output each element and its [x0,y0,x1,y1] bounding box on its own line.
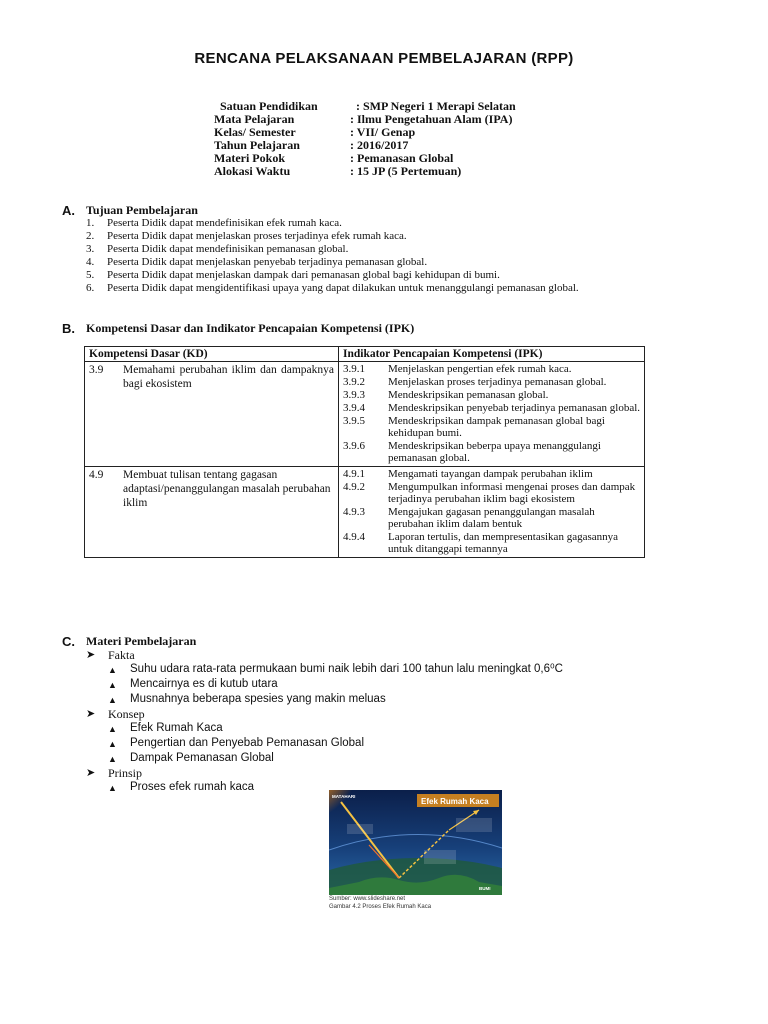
ipk-item: 3.9.5 Mendeskripsikan dampak pemanasan global bagi kehidupan bumi. [343,415,605,439]
table-row [85,467,645,558]
earth-label: BUMI [479,886,491,891]
page-title: RENCANA PELAKSANAAN PEMBELAJARAN (RPP) [194,50,574,67]
list-item: ▲ Efek Rumah Kaca [108,722,223,734]
column-header-kd: Kompetensi Dasar (KD) [85,347,339,362]
bullet-icon: ▲ [108,695,117,705]
ipk-item: 3.9.3 Mendeskripsikan pemanasan global. [343,389,549,401]
arrow-bullet-icon: ➤ [86,767,96,779]
identity-block [214,100,516,178]
sun-label: MATAHARI [332,794,356,799]
ipk-item: 4.9.1 Mengamati tayangan dampak perubahan iklim [343,468,593,480]
table-row [85,362,645,467]
ipk-item: 3.9.1 Menjelaskan pengertian efek rumah kaca. [343,363,572,375]
ipk-item: 4.9.2 Mengumpulkan informasi mengenai proses dan dampak terjadinya perubahan iklim bagi ekosistem [343,481,636,505]
list-item: ▲ Suhu udara rata-rata permukaan bumi naik lebih dari 100 tahun lalu meningkat 0,6⁰C [108,663,563,675]
tujuan-list [86,217,686,295]
column-header-ipk: Indikator Pencapaian Kompetensi (IPK) [339,347,645,362]
bullet-icon: ▲ [108,754,117,764]
kd-ipk-table [84,346,645,558]
identity-row: Tahun Pelajaran : 2016/2017 [214,138,409,152]
list-item: ▲ Musnahnya beberapa spesies yang makin meluas [108,693,386,705]
ipk-item: 4.9.3 Mengajukan gagasan penanggulangan masalah perubahan iklim dalam bentuk [343,506,595,530]
ipk-cell [339,467,645,558]
section-a-heading: A. Tujuan Pembelajaran [62,203,198,218]
ipk-cell [339,362,645,467]
list-item: ▲ Pengertian dan Penyebab Pemanasan Global [108,737,365,749]
figure-source: Sumber: www.slideshare.net [329,896,406,902]
list-item: 6. Peserta Didik dapat mengidentifikasi upaya yang dapat dilakukan untuk menanggulangi pemanasan global. [86,282,579,294]
ipk-item: 3.9.2 Menjelaskan proses terjadinya pemanasan global. [343,376,607,388]
identity-row: Kelas/ Semester : VII/ Genap [214,125,416,139]
bullet-icon: ▲ [108,680,117,690]
bullet-icon: ▲ [108,739,117,749]
list-item: ▲ Dampak Pemanasan Global [108,752,274,764]
section-b-heading: B. Kompetensi Dasar dan Indikator Pencapaian Kompetensi (IPK) [62,321,415,336]
kd-cell: 4.9 Membuat tulisan tentang gagasan adaptasi/penanggulangan masalah perubahan iklim [85,467,339,558]
bullet-icon: ▲ [108,783,117,793]
bullet-icon: ▲ [108,724,117,734]
section-c-heading: C. Materi Pembelajaran [62,634,197,649]
figure-title: Efek Rumah Kaca [421,797,489,806]
list-item: 5. Peserta Didik dapat menjelaskan dampak dari pemanasan global bagi kehidupan di bumi. [86,269,500,281]
ipk-item: 3.9.6 Mendeskripsikan beberpa upaya menanggulangi pemanasan global. [343,440,601,464]
list-item: 1. Peserta Didik dapat mendefinisikan efek rumah kaca. [86,217,342,229]
list-item: ▲ Proses efek rumah kaca [108,781,255,793]
list-item: ▲ Mencairnya es di kutub utara [108,678,278,690]
greenhouse-figure [329,790,502,911]
bullet-icon: ▲ [108,665,117,675]
list-item: 4. Peserta Didik dapat menjelaskan penyebab terjadinya pemanasan global. [86,256,428,268]
materi-group: ➤ Konsep [86,707,145,721]
arrow-bullet-icon: ➤ [86,708,96,720]
identity-row: Mata Pelajaran : Ilmu Pengetahuan Alam (IPA) [214,112,513,126]
materi-group: ➤ Fakta [86,648,135,662]
list-item: 3. Peserta Didik dapat mendefinisikan pemanasan global. [86,243,349,255]
ipk-item: 3.9.4 Mendeskripsikan penyebab terjadinya pemanasan global. [343,402,641,414]
materi-group: ➤ Prinsip [86,766,143,780]
arrow-bullet-icon: ➤ [86,649,96,661]
materi-list [86,648,686,795]
figure-caption: Gambar 4.2 Proses Efek Rumah Kaca [329,904,432,910]
ipk-item: 4.9.4 Laporan tertulis, dan mempresentasikan gagasannya untuk ditanggapi temannya [343,531,619,555]
identity-row: Satuan Pendidikan : SMP Negeri 1 Merapi Selatan [220,99,516,113]
identity-row: Materi Pokok : Pemanasan Global [214,151,454,165]
list-item: 2. Peserta Didik dapat menjelaskan proses terjadinya efek rumah kaca. [86,230,407,242]
identity-row: Alokasi Waktu : 15 JP (5 Pertemuan) [214,164,462,178]
greenhouse-effect-image [329,790,502,895]
kd-cell: 3.9 Memahami perubahan iklim dan dampaknya bagi ekosistem [85,362,339,467]
